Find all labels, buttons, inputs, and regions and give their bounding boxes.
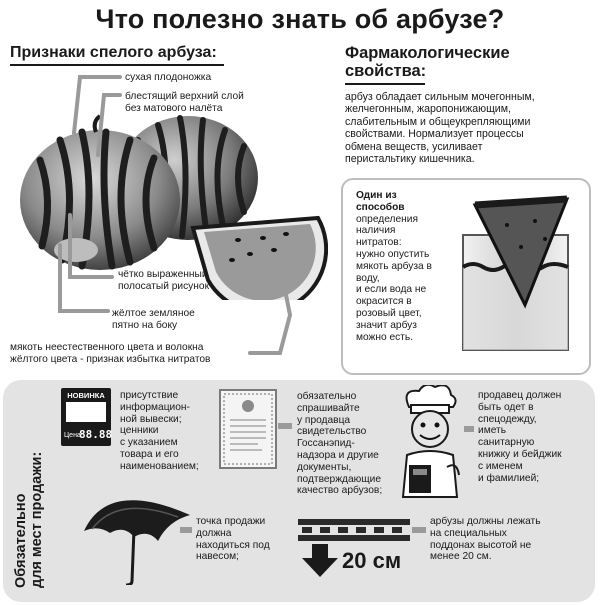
pharm-line: желчегонным, жаропонижающим, [345,103,511,116]
shade-line: находиться под [196,539,270,551]
docs-connector [278,423,292,429]
seller-line: продавец должен [478,390,562,401]
sign-price-label: Цена [64,432,81,439]
docs-line: спрашивайте [297,402,360,414]
seller-connector [464,426,474,432]
callout-nitrates [10,342,270,366]
callout-stripes [118,269,268,293]
nitrate-line: наличия [356,225,396,237]
pallet-line: на специальных [430,527,507,539]
pharm-line: слабительным и общеукрепляющими [345,115,531,128]
docs-line: свидетельство [297,426,367,438]
seller-line: и фамилией; [478,472,540,484]
pallet-line: поддонах высотой не [430,539,532,551]
seller-text [478,390,590,484]
pharm-heading [345,44,510,80]
info-line: ной вывески; [120,413,182,425]
umbrella-icon [78,485,196,585]
seller-line: спецодежду, [478,413,537,425]
certificate-icon [218,388,278,470]
docs-line: подтверждающие [297,473,382,485]
cook-icon [395,385,465,500]
callout-line: чётко выраженный [118,269,208,280]
vertical-label-line: Обязательно [13,493,29,588]
mandatory-vertical-label [11,390,51,590]
docs-line: Госсанэпид- [297,438,355,450]
page-title: Что полезно знать об арбузе? [95,4,505,34]
pharm-line: свойствами. Нормализует процессы [345,128,524,141]
docs-line: у продавца [297,414,351,426]
seller-line: с именем [478,460,523,472]
callout-gloss [125,91,305,115]
glass-icon [455,195,580,355]
seller-line: быть одет в [478,401,534,413]
nitrate-line: розовый цвет, [356,307,422,319]
pharm-line: перистальтику кишечника. [345,153,475,166]
nitrate-line: мякоть арбуза в [356,260,432,272]
info-line: товара и его [120,448,179,460]
down-arrow-icon [300,544,340,578]
nitrate-line: нитратов: [356,237,402,249]
pallet-line: арбузы должны лежать [430,516,541,527]
pharm-heading-line: Фармакологические [345,44,510,62]
pallet-connector [412,527,426,533]
ripe-heading: Признаки спелого арбуза: [10,44,217,61]
pharm-body [345,91,595,165]
nitrate-heading-line: способов [356,201,405,213]
nitrate-heading-line: Один из [356,190,397,201]
callout-stem: сухая плодоножка [125,72,212,83]
callout-line: блестящий верхний слой [125,91,244,102]
callout-line: жёлтое земляное [112,308,195,319]
nitrate-line: можно есть. [356,331,414,343]
nitrate-line: определения [356,213,419,225]
info-line: присутствие [120,390,179,401]
docs-line: надзора и другие [297,449,379,461]
callout-line: полосатый рисунок [118,280,210,292]
pharm-line: арбуз обладает сильным мочегонным, [345,91,535,103]
vertical-label-line: для мест продажи: [29,451,45,588]
info-line: наименованием; [120,460,199,472]
seller-line: иметь [478,425,506,437]
info-line: ценники [120,425,159,437]
seller-line: санитарную [478,437,535,449]
nitrate-line: значит арбуз [356,319,417,331]
nitrate-line: и если вода не [356,284,427,296]
seller-line: книжку и бейджик [478,448,562,460]
callout-line: пятно на боку [112,319,178,331]
shade-line: точка продажи [196,516,266,527]
callout-spot [112,308,262,332]
nitrate-text [356,190,466,343]
callout-line: без матового налёта [125,102,223,114]
pallet-text [430,516,580,563]
height-label: 20 см [342,548,402,573]
shade-text [196,516,296,563]
callout-line: мякоть неестественного цвета и волокна [10,342,204,353]
pharm-heading-rule [345,83,425,85]
pallet-line: менее 20 см. [430,551,492,563]
shade-connector [180,527,192,533]
nitrate-line: воду, [356,272,380,284]
nitrate-line: нужно опустить [356,248,430,260]
mandatory-vertical-text [13,452,45,588]
docs-line: обязательно [297,391,357,402]
docs-line: документы, [297,461,352,473]
price-sign-icon [61,388,111,446]
sign-header: НОВИНКА [67,391,105,400]
shade-line: должна [196,527,232,539]
info-line: информацион- [120,401,190,413]
pharm-line: обмена веществ, усиливает [345,140,483,153]
sign-blank [66,402,106,422]
sign-digits: 88.88 [79,428,113,441]
info-sign-text [120,390,220,473]
pharm-heading-line: свойства: [345,62,427,80]
info-line: с указанием [120,437,178,449]
docs-line: качество арбузов; [297,485,383,497]
nitrate-line: окрасится в [356,296,412,308]
shade-line: навесом; [196,551,239,563]
callout-line: жёлтого цвета - признак избытка нитратов [10,353,211,365]
